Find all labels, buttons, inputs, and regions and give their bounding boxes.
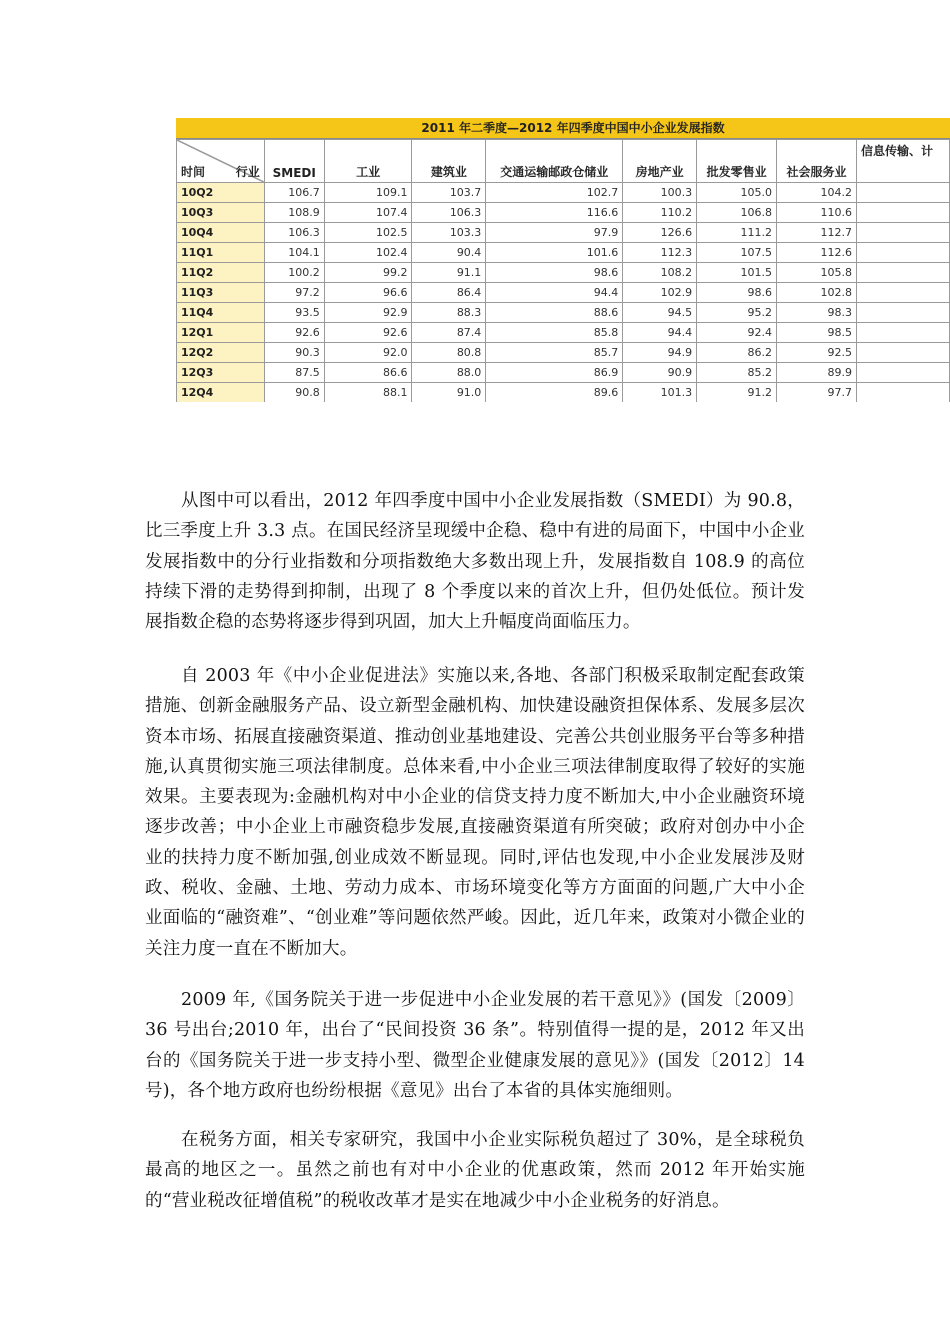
value-cell: 108.2 [623, 263, 697, 283]
value-cell: 80.8 [412, 343, 486, 363]
column-header: 批发零售业 [697, 140, 777, 183]
value-cell: 102.9 [623, 283, 697, 303]
column-header: 房地产业 [623, 140, 697, 183]
table-header-row [177, 140, 950, 183]
value-cell: 87.4 [412, 323, 486, 343]
index-table-image [176, 118, 950, 402]
value-cell: 93.5 [264, 303, 324, 323]
value-cell: 91.2 [697, 383, 777, 403]
table-row [177, 343, 950, 363]
value-cell: 112.6 [777, 243, 857, 263]
value-cell: 95.2 [697, 303, 777, 323]
value-cell: 109.1 [324, 183, 412, 203]
table-row [177, 323, 950, 343]
value-cell: 102.8 [777, 283, 857, 303]
quarter-cell: 11Q3 [177, 283, 265, 303]
value-cell: 94.5 [623, 303, 697, 323]
paragraph: 在税务方面，相关专家研究，我国中小企业实际税负超过了 30%，是全球税负最高的地区之一。虽然之前也有对中小企业的优惠政策，然而 2012 年开始实施的“营业税改征增值税”的税收改革才是实在地减少中小企业税务的好消息。 [145, 1130, 805, 1211]
value-cell: 88.6 [486, 303, 623, 323]
value-cell: 106.8 [697, 203, 777, 223]
truncated-cell [856, 303, 949, 323]
paragraph: 2009 年,《国务院关于进一步促进中小企业发展的若干意见》》(国发〔2009〕36 号出台;2010 年，出台了“民间投资 36 条”。特别值得一提的是，2012 年又出台的《国务院关于进一步支持小型、微型企业健康发展的意见》》(国发〔2012〕14 号)，各个地方政府也纷纷根据《意见》出台了本省的具体实施细则。 [145, 990, 805, 1101]
value-cell: 103.3 [412, 223, 486, 243]
truncated-cell [856, 323, 949, 343]
index-table [176, 139, 950, 402]
truncated-cell [856, 263, 949, 283]
value-cell: 98.3 [777, 303, 857, 323]
quarter-cell: 11Q1 [177, 243, 265, 263]
table-row [177, 203, 950, 223]
value-cell: 85.7 [486, 343, 623, 363]
value-cell: 102.7 [486, 183, 623, 203]
quarter-cell: 11Q2 [177, 263, 265, 283]
value-cell: 102.5 [324, 223, 412, 243]
paragraph: 从图中可以看出，2012 年四季度中国中小企业发展指数（SMEDI）为 90.8，比三季度上升 3.3 点。在国民经济呈现缓中企稳、稳中有进的局面下，中国中小企业发展指数中的分行业指数和分项指数绝大多数出现上升，发展指数自 108.9 的高位持续下滑的走势得到抑制，出现了 8 个季度以来的首次上升，但仍处低位。预计发展指数企稳的态势将逐步得到巩固，加大上升幅度尚面临压力。 [145, 491, 805, 633]
table-row [177, 183, 950, 203]
value-cell: 106.3 [412, 203, 486, 223]
value-cell: 100.3 [623, 183, 697, 203]
value-cell: 94.4 [486, 283, 623, 303]
value-cell: 105.8 [777, 263, 857, 283]
value-cell: 89.9 [777, 363, 857, 383]
value-cell: 91.0 [412, 383, 486, 403]
value-cell: 112.3 [623, 243, 697, 263]
truncated-cell [856, 283, 949, 303]
quarter-cell: 11Q4 [177, 303, 265, 323]
value-cell: 90.8 [264, 383, 324, 403]
corner-header [177, 140, 265, 183]
value-cell: 98.5 [777, 323, 857, 343]
value-cell: 86.9 [486, 363, 623, 383]
value-cell: 111.2 [697, 223, 777, 243]
table-row [177, 303, 950, 323]
column-header: 建筑业 [412, 140, 486, 183]
column-header-truncated: 信息传输、计 [856, 140, 949, 183]
value-cell: 92.6 [264, 323, 324, 343]
value-cell: 100.2 [264, 263, 324, 283]
value-cell: 107.5 [697, 243, 777, 263]
value-cell: 106.3 [264, 223, 324, 243]
paragraph: 自 2003 年《中小企业促进法》实施以来,各地、各部门积极采取制定配套政策措施、创新金融服务产品、设立新型金融机构、加快建设融资担保体系、发展多层次资本市场、拓展直接融资渠道、推动创业基地建设、完善公共创业服务平台等多种措施,认真贯彻实施三项法律制度。总体来看,中小企业三项法律制度取得了较好的实施效果。主要表现为:金融机构对中小企业的信贷支持力度不断加大,中小企业融资环境逐步改善；中小企业上市融资稳步发展,直接融资渠道有所突破；政府对创办中小企业的扶持力度不断加强,创业成效不断显现。同时,评估也发现,中小企业发展涉及财政、税收、金融、土地、劳动力成本、市场环境变化等方方面面的问题,广大中小企业面临的“融资难”、“创业难”等问题依然严峻。因此，近几年来，政策对小微企业的关注力度一直在不断加大。 [145, 666, 805, 959]
value-cell: 110.6 [777, 203, 857, 223]
quarter-cell: 12Q2 [177, 343, 265, 363]
value-cell: 98.6 [486, 263, 623, 283]
value-cell: 87.5 [264, 363, 324, 383]
value-cell: 99.2 [324, 263, 412, 283]
value-cell: 126.6 [623, 223, 697, 243]
value-cell: 102.4 [324, 243, 412, 263]
corner-time-label: 时间 [181, 165, 206, 179]
value-cell: 90.4 [412, 243, 486, 263]
value-cell: 104.2 [777, 183, 857, 203]
column-header: 工业 [324, 140, 412, 183]
quarter-cell: 12Q3 [177, 363, 265, 383]
table-row [177, 263, 950, 283]
truncated-cell [856, 343, 949, 363]
table-title: 2011 年二季度—2012 年四季度中国中小企业发展指数 [176, 118, 950, 139]
table-row [177, 363, 950, 383]
quarter-cell: 10Q3 [177, 203, 265, 223]
value-cell: 92.9 [324, 303, 412, 323]
truncated-cell [856, 183, 949, 203]
table-row [177, 383, 950, 403]
truncated-cell [856, 363, 949, 383]
value-cell: 101.3 [623, 383, 697, 403]
value-cell: 106.7 [264, 183, 324, 203]
value-cell: 96.6 [324, 283, 412, 303]
value-cell: 104.1 [264, 243, 324, 263]
value-cell: 91.1 [412, 263, 486, 283]
value-cell: 85.2 [697, 363, 777, 383]
value-cell: 94.4 [623, 323, 697, 343]
value-cell: 112.7 [777, 223, 857, 243]
column-header: 交通运输邮政仓储业 [486, 140, 623, 183]
value-cell: 107.4 [324, 203, 412, 223]
corner-industry-label: 行业 [235, 165, 260, 179]
value-cell: 88.0 [412, 363, 486, 383]
value-cell: 85.8 [486, 323, 623, 343]
column-header: SMEDI [264, 140, 324, 183]
value-cell: 101.6 [486, 243, 623, 263]
value-cell: 92.6 [324, 323, 412, 343]
quarter-cell: 12Q4 [177, 383, 265, 403]
value-cell: 86.6 [324, 363, 412, 383]
value-cell: 89.6 [486, 383, 623, 403]
value-cell: 86.4 [412, 283, 486, 303]
table-row [177, 223, 950, 243]
column-header: 社会服务业 [777, 140, 857, 183]
value-cell: 86.2 [697, 343, 777, 363]
truncated-cell [856, 243, 949, 263]
value-cell: 116.6 [486, 203, 623, 223]
value-cell: 97.2 [264, 283, 324, 303]
value-cell: 101.5 [697, 263, 777, 283]
value-cell: 88.1 [324, 383, 412, 403]
value-cell: 92.0 [324, 343, 412, 363]
value-cell: 108.9 [264, 203, 324, 223]
quarter-cell: 10Q2 [177, 183, 265, 203]
value-cell: 98.6 [697, 283, 777, 303]
quarter-cell: 10Q4 [177, 223, 265, 243]
truncated-cell [856, 383, 949, 403]
value-cell: 94.9 [623, 343, 697, 363]
value-cell: 105.0 [697, 183, 777, 203]
value-cell: 97.9 [486, 223, 623, 243]
value-cell: 90.3 [264, 343, 324, 363]
truncated-cell [856, 223, 949, 243]
table-row [177, 283, 950, 303]
quarter-cell: 12Q1 [177, 323, 265, 343]
value-cell: 90.9 [623, 363, 697, 383]
value-cell: 110.2 [623, 203, 697, 223]
table-row [177, 243, 950, 263]
value-cell: 97.7 [777, 383, 857, 403]
truncated-cell [856, 203, 949, 223]
value-cell: 92.4 [697, 323, 777, 343]
value-cell: 92.5 [777, 343, 857, 363]
value-cell: 88.3 [412, 303, 486, 323]
value-cell: 103.7 [412, 183, 486, 203]
